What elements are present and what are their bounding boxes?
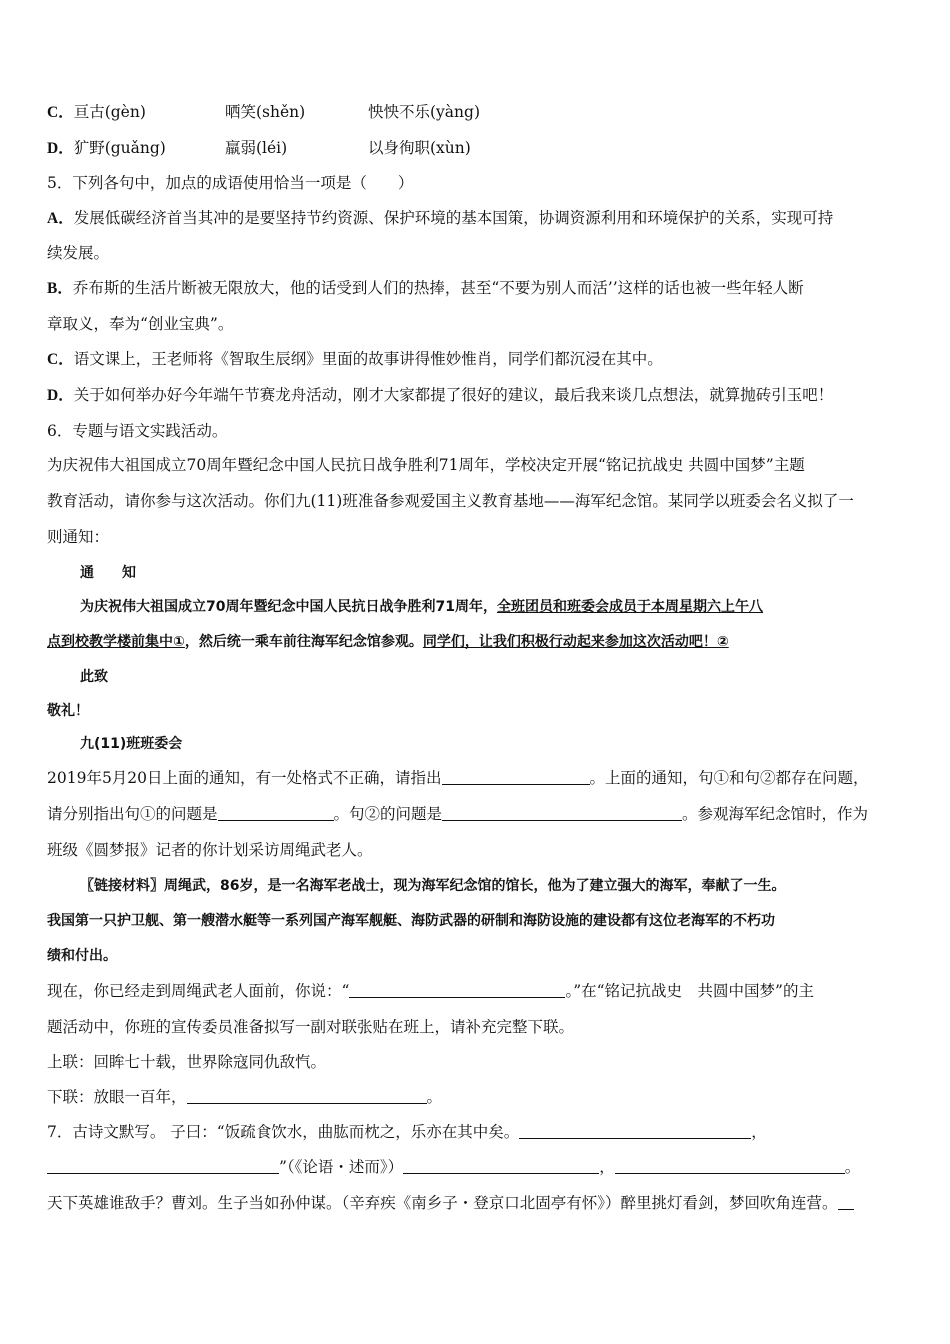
q6-question-line-1 xyxy=(47,767,869,789)
notice-underlined-sentence-2: 同学们，让我们积极行动起来参加这次活动吧！② xyxy=(422,634,729,650)
notice-underlined-sentence-1: 全班团员和班委会成员于本周星期六上午八 xyxy=(496,599,763,615)
question-text: ”（《论语・述而》） xyxy=(279,1158,404,1176)
q6-question-line-2 xyxy=(47,803,868,825)
q5-option-a-cont: 续发展。 xyxy=(47,244,110,262)
answer-blank[interactable] xyxy=(403,1157,599,1174)
word-1: 犷野(guǎng) xyxy=(73,139,166,157)
question-text: 。 xyxy=(844,1158,861,1176)
word-2: 羸弱(léi) xyxy=(225,139,288,157)
q5-stem: 5．下列各句中，加点的成语使用恰当一项是（ ） xyxy=(47,174,414,192)
link-material-3: 绩和付出。 xyxy=(47,948,117,964)
option-text: 语文课上，王老师将《智取生辰纲》里面的故事讲得惟妙惟肖，同学们都沉浸在其中。 xyxy=(73,350,663,368)
word-1: 亘古(gèn) xyxy=(73,103,146,121)
notice-underlined-sentence-1-end: 点到校教学楼前集中① xyxy=(47,634,185,650)
link-material-1: 〖链接材料〗周绳武，86岁，是一名海军老战士，现为海军纪念馆的馆长，他为了建立强大的海军，奉献了一生。 xyxy=(80,878,786,894)
answer-blank[interactable] xyxy=(349,981,565,998)
answer-blank[interactable] xyxy=(519,1122,751,1139)
q6-couplet-instruction: 题活动中，你班的宣传委员准备拟写一副对联张贴在班上，请补充完整下联。 xyxy=(47,1018,575,1036)
q6-stem: 6．专题与语文实践活动。 xyxy=(47,422,228,440)
question-text: 天下英雄谁敌手？曹刘。生子当如孙仲谋。（辛弃疾《南乡子・登京口北固亭有怀》）醉里挑灯看剑，梦回吹角连营。 xyxy=(47,1194,838,1212)
q6-para-2: 教育活动，请你参与这次活动。你们九(11)班准备参观爱国主义教育基地——海军纪念馆。某同学以班委会名义拟了一 xyxy=(47,492,854,510)
answer-blank[interactable] xyxy=(218,804,334,821)
notice-line-2 xyxy=(47,631,729,653)
link-material-2: 我国第一只护卫舰、第一艘潜水艇等一系列国产海军舰艇、海防武器的研制和海防设施的建设都有这位老海军的不朽功 xyxy=(47,913,775,929)
answer-blank[interactable] xyxy=(442,768,590,785)
question-text: ， xyxy=(599,1158,615,1176)
option-text: 发展低碳经济首当其冲的是要坚持节约资源、保护环境的基本国策，协调资源利用和环境保护的关系，实现可持 xyxy=(73,209,834,227)
option-text: 关于如何举办好今年端午节赛龙舟活动，刚才大家都提了很好的建议，最后我来谈几点想法，就算抛砖引玉吧！ xyxy=(73,386,834,404)
option-text: 乔布斯的生活片断被无限放大，他的话受到人们的热捧，甚至“不要为别人而活’’这样的话也被一些年轻人断 xyxy=(72,279,804,297)
q7-line-2 xyxy=(47,1156,860,1178)
question-text: 。句②的问题是 xyxy=(333,805,443,823)
q6-question-line-3: 班级《圆梦报》记者的你计划采访周绳武老人。 xyxy=(47,841,373,859)
option-label: A． xyxy=(47,210,74,227)
q5-option-a xyxy=(47,207,833,230)
answer-blank[interactable] xyxy=(442,804,682,821)
question-text: 。 xyxy=(426,1088,443,1106)
option-d-row xyxy=(47,137,471,160)
word-2: 哂笑(shěn) xyxy=(225,103,306,121)
option-c-row xyxy=(47,101,480,124)
question-text: 。”在“铭记抗战史 共圆中国梦”的主 xyxy=(565,982,814,1000)
question-text: 。上面的通知，句①和句②都存在问题， xyxy=(589,769,869,787)
notice-line-1 xyxy=(80,596,763,618)
q5-option-b-cont: 章取义，奉为“创业宝典”。 xyxy=(47,315,234,333)
answer-blank[interactable] xyxy=(838,1193,854,1210)
answer-blank[interactable] xyxy=(615,1157,845,1174)
question-text: 现在，你已经走到周绳武老人面前，你说：“ xyxy=(47,982,350,1000)
notice-jingli: 敬礼！ xyxy=(47,703,89,719)
question-text: 下联：放眼一百年， xyxy=(47,1088,187,1106)
answer-blank[interactable] xyxy=(187,1087,427,1104)
question-text: 2019年5月20日上面的通知，有一处格式不正确，请指出 xyxy=(47,769,442,787)
option-label: D． xyxy=(47,140,74,157)
q6-para-3: 则通知： xyxy=(47,528,110,546)
question-text: 。参观海军纪念馆时，作为 xyxy=(682,805,869,823)
question-text: ， xyxy=(751,1123,767,1141)
notice-signature: 九(11)班班委会 xyxy=(80,736,183,752)
option-label: C． xyxy=(47,104,74,121)
answer-blank[interactable] xyxy=(47,1157,279,1174)
notice-cizhi: 此致 xyxy=(80,669,108,685)
q5-option-c xyxy=(47,348,663,371)
option-label: B． xyxy=(47,280,73,297)
q6-now-line xyxy=(47,980,814,1002)
option-label: C． xyxy=(47,351,74,368)
word-3: 以身徇职(xùn) xyxy=(368,139,471,157)
word-3: 怏怏不乐(yàng) xyxy=(368,103,480,121)
q6-para-1: 为庆祝伟大祖国成立70周年暨纪念中国人民抗日战争胜利71周年，学校决定开展“铭记抗战史 共圆中国梦”主题 xyxy=(47,456,805,474)
couplet-upper: 上联：回眸七十载，世界除寇同仇敌忾。 xyxy=(47,1053,327,1071)
q5-option-b xyxy=(47,277,804,300)
question-text: 请分别指出句①的问题是 xyxy=(47,805,218,823)
q5-option-d xyxy=(47,384,833,407)
question-text: 7．古诗文默写。 子曰：“饭疏食饮水，曲肱而枕之，乐亦在其中矣。 xyxy=(47,1123,520,1141)
notice-text: ，然后统一乘车前往海军纪念馆参观。 xyxy=(184,634,423,650)
couplet-lower xyxy=(47,1086,442,1108)
q7-line-3 xyxy=(47,1192,854,1214)
q7-line-1 xyxy=(47,1121,767,1143)
option-label: D． xyxy=(47,387,74,404)
notice-title: 通 知 xyxy=(80,565,136,581)
notice-text: 为庆祝伟大祖国成立70周年暨纪念中国人民抗日战争胜利71周年， xyxy=(80,599,497,615)
